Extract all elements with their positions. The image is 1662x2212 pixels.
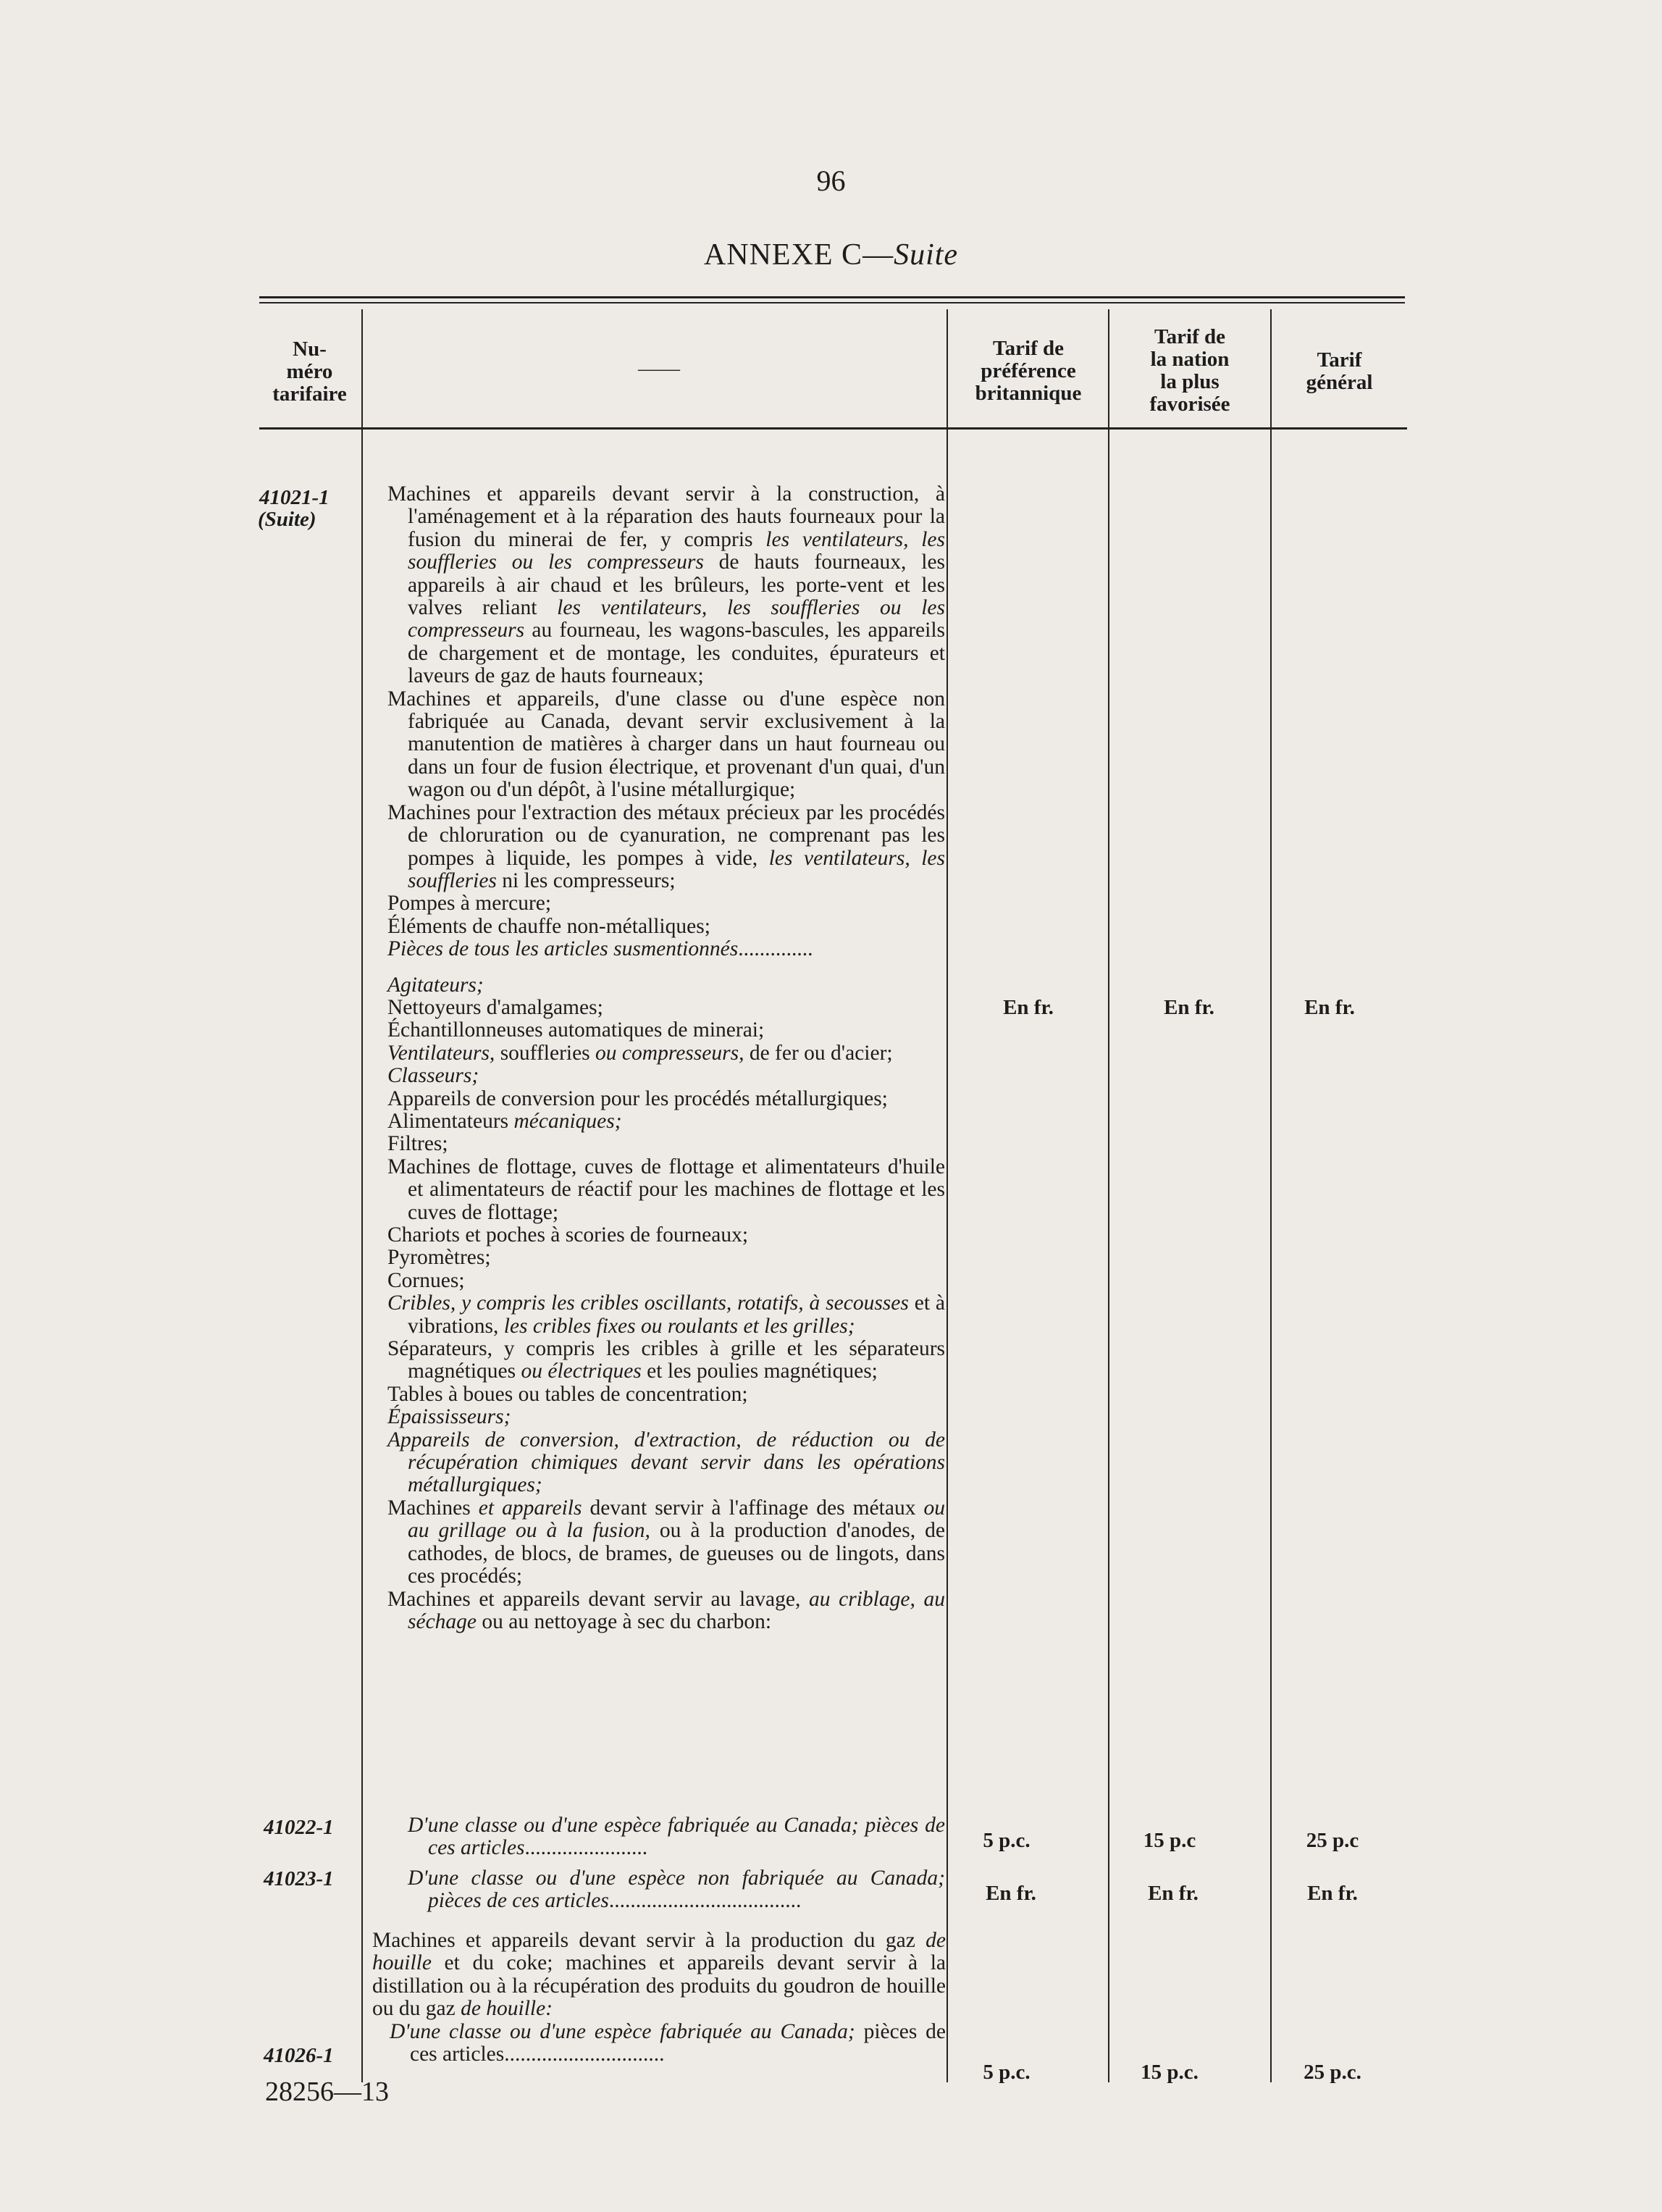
footer-code: 28256—13 bbox=[265, 2077, 389, 2107]
description-paragraph bbox=[387, 483, 945, 688]
tariff-number: 41023-1 bbox=[264, 1867, 334, 1890]
text: et les poulies magnétiques; bbox=[647, 1360, 878, 1383]
description-paragraph: Machines de flottage, cuves de flottage et alimentateurs d'huile et alimentateurs de réactif pour les machines de flottage et les cuves de flottage; bbox=[387, 1155, 945, 1224]
rate-mfn: 15 p.c. bbox=[1141, 2061, 1199, 2084]
tariff-number: 41021-1 bbox=[259, 486, 330, 509]
description-paragraph: Pyromètres; bbox=[387, 1246, 491, 1270]
text: les ventilateurs, les souffleries ou les compresseurs bbox=[408, 527, 945, 574]
description-paragraph: Pompes à mercure; bbox=[387, 892, 552, 916]
column-divider bbox=[947, 309, 948, 2082]
text: Séparateurs, y compris les cribles à grille et les séparateurs magnétiques bbox=[387, 1337, 945, 1383]
page-heading bbox=[0, 238, 1662, 272]
description-paragraph bbox=[387, 1292, 945, 1338]
description-paragraph bbox=[387, 1338, 945, 1383]
tariff-number-suite: (Suite) bbox=[258, 508, 316, 531]
text: ou à la production d'anodes, de cathodes, de blocs, de brames, de gueuses ou de lingots, dans ces procédés; bbox=[408, 1519, 945, 1588]
text: ou au grillage ou à la fusion, bbox=[408, 1496, 946, 1543]
rate-british: En fr. bbox=[986, 1882, 1036, 1905]
text: Alimentateurs bbox=[387, 1109, 509, 1133]
text: de houille bbox=[372, 1929, 946, 1975]
description-paragraph: Agitateurs; bbox=[387, 973, 484, 997]
description-paragraph bbox=[372, 2021, 946, 2066]
description-block bbox=[372, 1930, 946, 2066]
rate-general: En fr. bbox=[1307, 1882, 1358, 1905]
rate-british: 5 p.c. bbox=[983, 2061, 1031, 2084]
tariff-number: 41022-1 bbox=[264, 1816, 334, 1839]
rate-general: 25 p.c. bbox=[1304, 2061, 1361, 2084]
description-paragraph: Appareils de conversion pour les procédés métallurgiques; bbox=[387, 1086, 888, 1110]
description-paragraph bbox=[387, 938, 945, 960]
dot-leader: ....................... bbox=[524, 1836, 648, 1860]
description-paragraph bbox=[387, 802, 945, 893]
text: souffleries bbox=[500, 1041, 590, 1065]
description-paragraph: Cornues; bbox=[387, 1268, 465, 1292]
page-number: 96 bbox=[816, 164, 846, 197]
text: mécaniques; bbox=[513, 1109, 622, 1133]
table-top-rule bbox=[259, 296, 1405, 298]
header-mfn-tariff: Tarif de la nation la plus favorisée bbox=[1149, 325, 1230, 416]
rate-british: 5 p.c. bbox=[983, 1829, 1031, 1852]
text: D'une classe ou d'une espèce fabriquée au Canada; bbox=[390, 2019, 855, 2043]
text: et du coke; machines et appareils devant servir à la distillation ou à la récupération des produits du goudron de houille ou du gaz bbox=[372, 1951, 946, 2021]
header-general-tariff: Tarif général bbox=[1306, 348, 1373, 394]
tariff-number: 41026-1 bbox=[264, 2044, 334, 2067]
rate-general: 25 p.c bbox=[1306, 1829, 1359, 1852]
text: ou électriques bbox=[521, 1360, 642, 1383]
text: ou compresseurs, bbox=[595, 1041, 744, 1065]
dot-leader: .............. bbox=[738, 937, 813, 961]
description-paragraph bbox=[387, 1042, 945, 1065]
heading-main: ANNEXE C— bbox=[703, 238, 894, 272]
text: pièces de ces articles bbox=[410, 2019, 946, 2066]
header-bottom-rule bbox=[259, 427, 1407, 430]
text: D'une classe ou d'une espèce fabriquée au Canada; pièces de ces articles bbox=[408, 1814, 945, 1860]
description-block bbox=[387, 483, 945, 1633]
text: Machines pour l'extraction des métaux précieux par les procédés de chloruration ou de cyanuration, ne comprenant pas les pompes à liquide, les pompes à vide, bbox=[387, 800, 945, 870]
text: les ventilateurs, les souffleries ou les compresseurs bbox=[408, 596, 946, 642]
text: ou au nettoyage à sec du charbon: bbox=[482, 1609, 772, 1633]
description-paragraph: Chariots et poches à scories de fourneaux; bbox=[387, 1223, 749, 1247]
text: Machines et appareils devant servir au lavage, bbox=[387, 1587, 801, 1611]
text: Machines bbox=[387, 1496, 471, 1520]
description-paragraph: Échantillonneuses automatiques de minerai; bbox=[387, 1018, 765, 1042]
description-block bbox=[387, 1814, 945, 1913]
text: devant servir à l'affinage des métaux bbox=[589, 1496, 916, 1520]
description-paragraph bbox=[387, 1588, 945, 1634]
text: les cribles fixes ou roulants et les grilles; bbox=[503, 1314, 855, 1338]
rate-british: En fr. bbox=[1003, 996, 1054, 1019]
text: Cribles, y compris les cribles oscillants, rotatifs, à secousses bbox=[387, 1291, 909, 1315]
rate-general: En fr. bbox=[1304, 996, 1355, 1019]
description-paragraph: Tables à boues ou tables de concentration; bbox=[387, 1382, 748, 1406]
rate-mfn: En fr. bbox=[1148, 1882, 1199, 1905]
text: au fourneau, les wagons-bascules, les appareils de chargement et de montage, les conduites, épurateurs et laveurs de gaz de hauts fourneaux; bbox=[408, 619, 945, 688]
text: au criblage, au séchage bbox=[408, 1587, 946, 1633]
text: Pièces de tous les articles susmentionnés bbox=[387, 937, 739, 961]
description-paragraph: Éléments de chauffe non-métalliques; bbox=[387, 914, 710, 938]
description-paragraph bbox=[387, 1867, 945, 1913]
text: D'une classe ou d'une espèce non fabriquée au Canada; pièces de ces articles bbox=[408, 1866, 945, 1913]
text: de houille: bbox=[461, 1997, 553, 2021]
description-paragraph: Épaississeurs; bbox=[387, 1405, 511, 1429]
description-paragraph bbox=[387, 1497, 945, 1588]
text: de hauts fourneaux, les appareils à air chaud et les brûleurs, les porte-vent et les valves reliant bbox=[408, 550, 946, 620]
description-paragraph: Machines et appareils, d'une classe ou d'une espèce non fabriquée au Canada, devant servir exclusivement à la manutention de matières à charger dans un haut fourneau ou dans un four de fusion électrique, et provenant d'un quai, d'un wagon ou d'un dépôt, à l'usine métallurgique; bbox=[387, 687, 945, 802]
text: Machines et appareils devant servir à la construction, à l'aménagement et à la réparation des hauts fourneaux pour la fusion du minerai de fer, y compris bbox=[387, 482, 945, 551]
rate-mfn: 15 p.c bbox=[1143, 1829, 1196, 1852]
description-paragraph: Nettoyeurs d'amalgames; bbox=[387, 995, 603, 1019]
description-paragraph: Filtres; bbox=[387, 1132, 448, 1156]
column-divider bbox=[1108, 309, 1109, 2082]
text: Machines et appareils devant servir à la production du gaz bbox=[372, 1929, 915, 1952]
header-british-tariff: Tarif de préférence britannique bbox=[975, 337, 1082, 405]
rate-mfn: En fr. bbox=[1164, 996, 1214, 1019]
column-divider bbox=[361, 309, 363, 2082]
description-paragraph: Appareils de conversion, d'extraction, de réduction ou de récupération chimiques devant servir dans les opérations métallurgiques; bbox=[387, 1428, 945, 1497]
text: de fer ou d'acier; bbox=[749, 1041, 893, 1065]
text: ni les compresseurs; bbox=[502, 868, 676, 892]
dot-leader: .............................. bbox=[504, 2043, 665, 2066]
dot-leader: .................................... bbox=[608, 1889, 802, 1913]
header-description: —— bbox=[638, 357, 680, 380]
text: et à vibrations, bbox=[408, 1291, 945, 1338]
description-paragraph bbox=[387, 1814, 945, 1860]
text: et appareils bbox=[478, 1496, 582, 1520]
description-paragraph bbox=[387, 1110, 945, 1133]
table-top-rule-thin bbox=[259, 302, 1405, 303]
heading-suffix: Suite bbox=[894, 238, 959, 272]
description-paragraph bbox=[372, 1930, 946, 2021]
description-paragraph: Classeurs; bbox=[387, 1064, 479, 1088]
text: Ventilateurs, bbox=[387, 1041, 495, 1065]
header-tariff-number: Nu- méro tarifaire bbox=[272, 338, 347, 406]
column-divider bbox=[1270, 309, 1272, 2082]
text: les ventilateurs, les souffleries bbox=[408, 846, 945, 892]
